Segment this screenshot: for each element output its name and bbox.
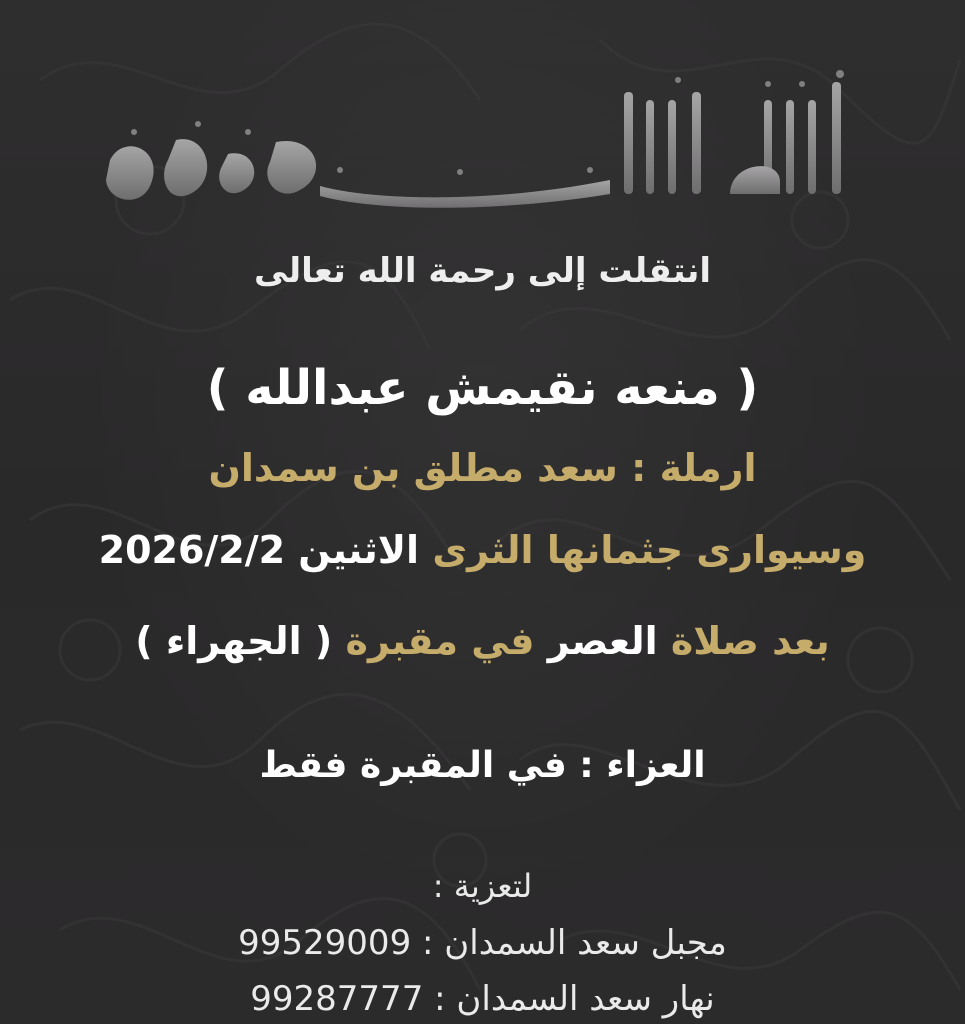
contact-phone[interactable]: 99529009 — [238, 923, 412, 963]
announcement-sentence: انتقلت إلى رحمة الله تعالى — [253, 251, 712, 291]
deceased-name: ( منعه نقيمش عبدالله ) — [206, 360, 759, 416]
in-word: في — [471, 619, 535, 663]
burial-line — [0, 528, 965, 572]
contact-phone[interactable]: 99287777 — [250, 979, 424, 1019]
burial-date: 2026/2/2 — [98, 528, 286, 572]
contact-item — [0, 979, 965, 1019]
calligraphy-header — [80, 62, 885, 222]
prayer-name: العصر — [547, 619, 658, 663]
burial-prefix: وسيوارى جثمانها الثرى — [432, 528, 867, 572]
widow-line: ارملة : سعد مطلق بن سمدان — [208, 446, 757, 490]
burial-day: الاثنين — [298, 528, 420, 572]
cemetery-label: مقبرة — [345, 619, 458, 663]
contact-name: مجبل سعد السمدان : — [422, 923, 727, 963]
calligraphy-verse-artwork — [80, 62, 885, 222]
cemetery-name: ( الجهراء ) — [135, 619, 333, 663]
after-prayer-label: بعد صلاة — [670, 619, 830, 663]
contact-item — [0, 923, 965, 963]
condolence-note: العزاء : في المقبرة فقط — [259, 745, 706, 786]
prayer-line — [0, 619, 965, 663]
contact-name: نهار سعد السمدان : — [434, 979, 715, 1019]
contacts-title: لتعزية : — [432, 867, 533, 905]
